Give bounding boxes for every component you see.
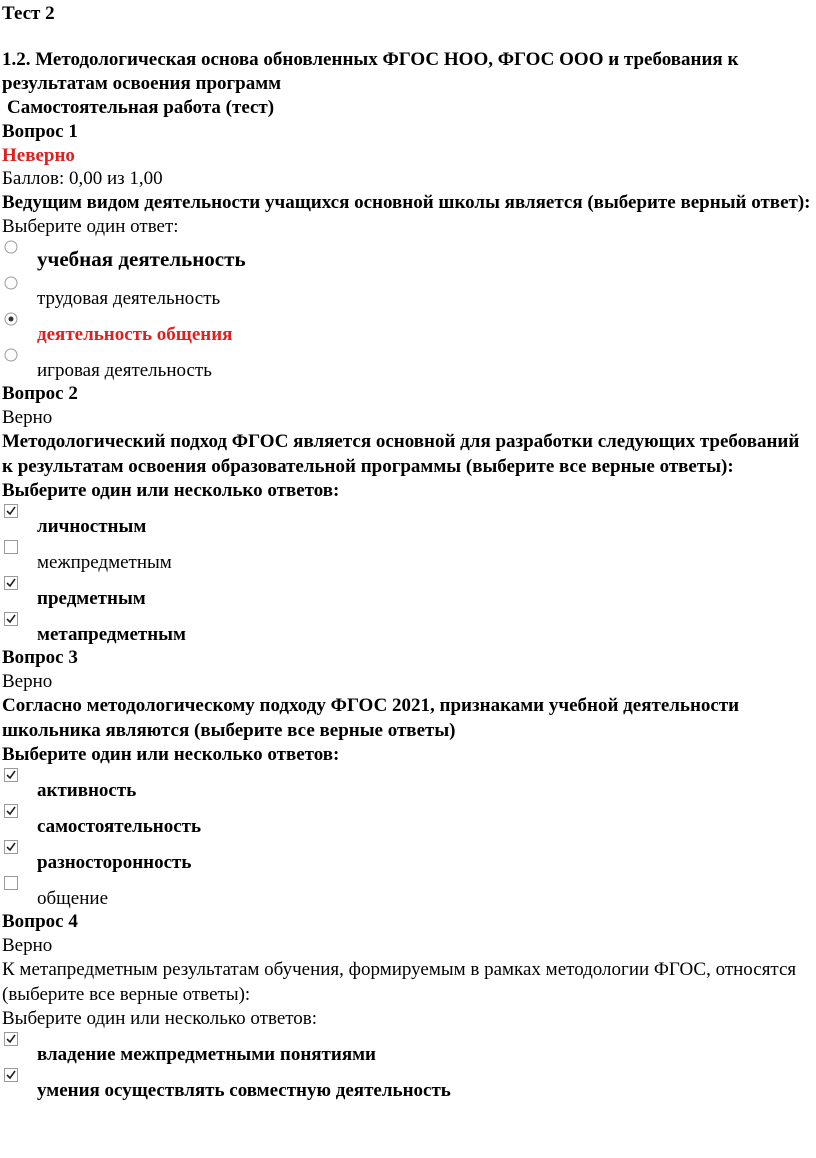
checkbox-checked-icon[interactable] <box>4 804 18 818</box>
question-status: Верно <box>2 407 53 428</box>
question-status: Верно <box>2 671 53 692</box>
answer-label: предметным <box>37 588 146 609</box>
subtitle: Самостоятельная работа (тест) <box>7 97 275 118</box>
question-status: Верно <box>2 935 53 956</box>
question-2 <box>2 382 814 646</box>
answer-prompt: Выберите один или несколько ответов: <box>2 480 340 501</box>
answer-option[interactable] <box>2 1066 814 1102</box>
answer-label: метапредметным <box>37 624 186 645</box>
question-text: К метапредметным результатам обучения, формируемым в рамках методологии ФГОС, относятся (выберите все верные ответы): <box>2 959 797 1005</box>
section-title: 1.2. Методологическая основа обновленных ФГОС НОО, ФГОС ООО и требования к результатам освоения программ <box>2 49 739 94</box>
question-header: Вопрос 4 <box>2 911 78 932</box>
radio-unselected-icon[interactable] <box>4 348 18 362</box>
question-text: Методологический подход ФГОС является основной для разработки следующих требований к результатам освоения образовательной программы (выберите все верные ответы): <box>2 431 800 477</box>
checkbox-unchecked-icon[interactable] <box>4 540 18 554</box>
answer-prompt: Выберите один ответ: <box>2 216 179 237</box>
answer-label: владение межпредметными понятиями <box>37 1044 377 1065</box>
answer-label: личностным <box>37 516 147 537</box>
answer-option[interactable] <box>2 274 814 310</box>
checkbox-checked-icon[interactable] <box>4 1068 18 1082</box>
answer-label: межпредметным <box>37 552 172 573</box>
answer-label: учебная деятельность <box>37 247 246 271</box>
question-header: Вопрос 3 <box>2 647 78 668</box>
question-score: Баллов: 0,00 из 1,00 <box>2 168 163 189</box>
question-header: Вопрос 2 <box>2 383 78 404</box>
answer-prompt: Выберите один или несколько ответов: <box>2 1008 318 1029</box>
answer-label: умения осуществлять совместную деятельность <box>37 1080 451 1101</box>
checkbox-unchecked-icon[interactable] <box>4 876 18 890</box>
answer-option[interactable] <box>2 874 814 910</box>
checkbox-checked-icon[interactable] <box>4 840 18 854</box>
answer-option[interactable] <box>2 802 814 838</box>
answer-option[interactable] <box>2 238 814 274</box>
question-header: Вопрос 1 <box>2 121 78 142</box>
test-page <box>0 2 816 1102</box>
answer-option[interactable] <box>2 766 814 802</box>
answer-label: деятельность общения <box>37 324 233 345</box>
answer-option[interactable] <box>2 346 814 382</box>
checkbox-checked-icon[interactable] <box>4 504 18 518</box>
checkbox-checked-icon[interactable] <box>4 612 18 626</box>
question-4 <box>2 910 814 1102</box>
checkbox-checked-icon[interactable] <box>4 768 18 782</box>
answer-option[interactable] <box>2 574 814 610</box>
radio-unselected-icon[interactable] <box>4 276 18 290</box>
question-text: Согласно методологическому подходу ФГОС 2021, признаками учебной деятельности школьника являются (выберите все верные ответы) <box>2 695 740 741</box>
radio-unselected-icon[interactable] <box>4 240 18 254</box>
answer-prompt: Выберите один или несколько ответов: <box>2 744 340 765</box>
question-3 <box>2 646 814 910</box>
answer-option[interactable] <box>2 838 814 874</box>
question-status: Неверно <box>2 145 75 166</box>
answer-label: игровая деятельность <box>37 360 212 381</box>
answer-label: разносторонность <box>37 852 192 873</box>
answer-label: трудовая деятельность <box>37 288 221 309</box>
answer-option[interactable] <box>2 610 814 646</box>
answer-option[interactable] <box>2 538 814 574</box>
checkbox-checked-icon[interactable] <box>4 1032 18 1046</box>
radio-selected-icon[interactable] <box>4 312 18 326</box>
question-text: Ведущим видом деятельности учащихся основной школы является (выберите верный ответ): <box>2 192 811 213</box>
answer-label: самостоятельность <box>37 816 202 837</box>
doc-title: Тест 2 <box>2 3 55 24</box>
answer-label: общение <box>37 888 108 909</box>
checkbox-checked-icon[interactable] <box>4 576 18 590</box>
answer-label: активность <box>37 780 137 801</box>
answer-option[interactable] <box>2 310 814 346</box>
answer-option[interactable] <box>2 1030 814 1066</box>
question-1 <box>2 120 814 382</box>
answer-option[interactable] <box>2 502 814 538</box>
